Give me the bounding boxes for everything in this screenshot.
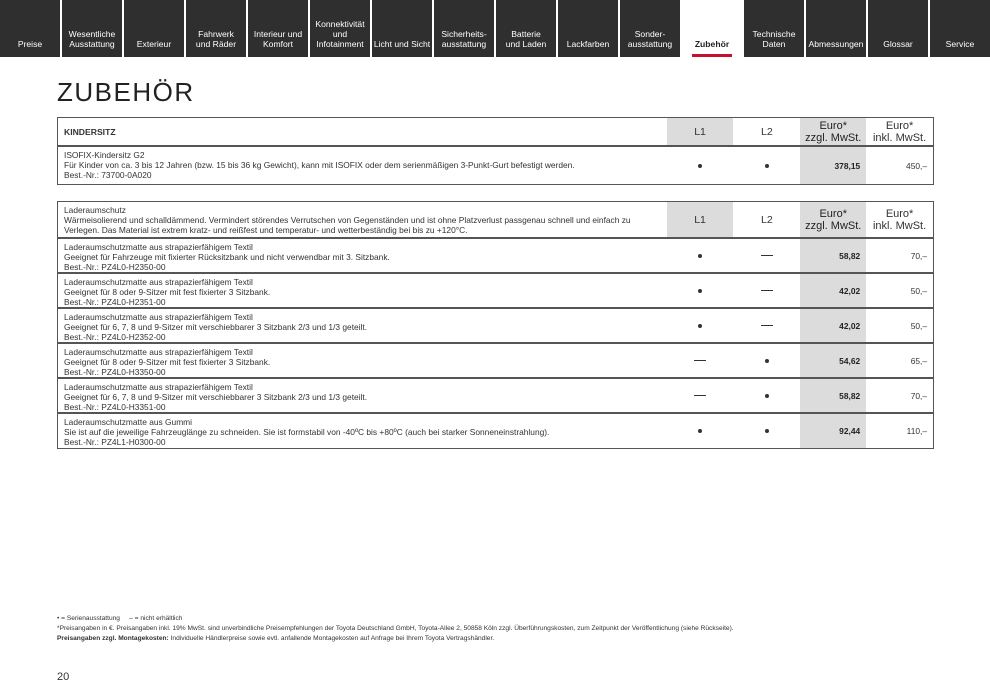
availability-l1: [667, 414, 734, 448]
availability-l2: [733, 379, 800, 412]
table-row: [58, 413, 933, 448]
assembly-note-label: Preisangaben zzgl. Montagekosten:: [57, 635, 169, 642]
column-header-l1: L1: [667, 202, 734, 237]
price-gross: 450,–: [906, 160, 927, 171]
nav-tab-label: Wesentliche Ausstattung: [68, 29, 116, 49]
item-description: [58, 344, 667, 377]
not-available-dash-icon: [761, 255, 773, 256]
table-row: [58, 273, 933, 308]
nav-tab-label: Licht und Sicht: [373, 39, 431, 49]
item-name: Laderaumschutzmatte aus strapazierfähigem Textil: [64, 242, 253, 252]
column-header-price-gross: Euro* inkl. MwSt.: [866, 118, 933, 145]
nav-tab-batterie[interactable]: [496, 0, 558, 57]
standard-dot-icon: [765, 394, 769, 398]
item-part: Best.-Nr.: PZ4L0-H2351-00: [64, 297, 166, 307]
nav-tab-label: Zubehör: [694, 39, 730, 49]
price-gross: 110,–: [906, 426, 927, 436]
column-header-price-net: Euro* zzgl. MwSt.: [800, 118, 866, 145]
not-available-dash-icon: [761, 290, 773, 291]
section-header-description: [58, 202, 667, 237]
page-title: ZUBEHÖR: [57, 77, 195, 107]
not-available-dash-icon: [694, 395, 706, 396]
item-desc: Geeignet für 8 oder 9-Sitzer mit fest fixierter 3 Sitzbank.: [64, 357, 271, 367]
price-net: 42,02: [800, 274, 866, 307]
nav-tab-sicherheit[interactable]: [434, 0, 496, 57]
nav-tab-label: Exterieur: [136, 39, 172, 49]
item-name: Laderaumschutzmatte aus strapazierfähigem Textil: [64, 277, 253, 287]
availability-l2: [733, 147, 800, 184]
availability-l2: [733, 344, 800, 377]
nav-tab-konnektivitaet[interactable]: [310, 0, 372, 57]
availability-l1: [667, 344, 734, 377]
table-row: [58, 238, 933, 273]
nav-tab-sonderausstattung[interactable]: [620, 0, 682, 57]
nav-tab-fahrwerk[interactable]: [186, 0, 248, 57]
nav-tab-licht[interactable]: [372, 0, 434, 57]
nav-tab-preise[interactable]: [0, 0, 62, 57]
item-description: [58, 274, 667, 307]
column-header-price-net: Euro* zzgl. MwSt.: [800, 202, 866, 237]
column-header-l2: L2: [733, 118, 800, 145]
top-navigation: [0, 0, 990, 57]
nav-tab-label: Lackfarben: [566, 39, 610, 49]
not-available-dash-icon: [761, 325, 773, 326]
nav-tab-abmessungen[interactable]: [806, 0, 868, 57]
kindersitz-table: [57, 117, 934, 185]
nav-tab-label: Sonder- ausstattung: [627, 29, 673, 49]
nav-tab-technische-daten[interactable]: [744, 0, 806, 57]
legend: • = Serienausstattung – = nicht erhältlich: [57, 615, 183, 622]
availability-l1: [667, 379, 734, 412]
nav-tab-label: Interieur und Komfort: [253, 29, 303, 49]
availability-l2: [733, 239, 800, 272]
item-name: Laderaumschutzmatte aus strapazierfähigem Textil: [64, 347, 253, 357]
nav-tab-zubehoer[interactable]: [682, 0, 744, 57]
nav-tab-label: Preise: [17, 39, 43, 49]
section-name: Laderaumschutz: [64, 205, 126, 215]
availability-l2: [733, 274, 800, 307]
item-desc: Für Kinder von ca. 3 bis 12 Jahren (bzw. 15 bis 36 kg Gewicht), kann mit ISOFIX oder dem serienmäßigen 3-Punkt-Gurt befestigt werden.: [64, 160, 575, 170]
nav-tab-service[interactable]: [930, 0, 990, 57]
table-header-row: [58, 202, 933, 238]
table-row: [58, 378, 933, 413]
item-desc: Geeignet für Fahrzeuge mit fixierter Rücksitzbank und nicht verwendbar mit 3. Sitzbank.: [64, 252, 390, 262]
standard-dot-icon: [698, 289, 702, 293]
item-description: [58, 147, 667, 184]
item-description: [58, 414, 667, 448]
item-desc: Geeignet für 6, 7, 8 und 9-Sitzer mit verschiebbarer 3 Sitzbank 2/3 und 1/3 geteilt.: [64, 392, 368, 402]
nav-tab-label: Sicherheits- ausstattung: [441, 29, 487, 49]
standard-dot-icon: [765, 429, 769, 433]
nav-tab-label: Abmessungen: [808, 39, 864, 49]
item-part: Best.-Nr.: PZ4L0-H2350-00: [64, 262, 166, 272]
price-net: 54,62: [800, 344, 866, 377]
column-header-l1: L1: [667, 118, 734, 145]
item-name: Laderaumschutzmatte aus Gummi: [64, 417, 193, 427]
price-gross: 50,–: [910, 320, 927, 331]
standard-dot-icon: [698, 164, 702, 168]
assembly-note: [57, 634, 937, 644]
table-row: [58, 343, 933, 378]
price-net: 92,44: [800, 414, 866, 448]
item-part: Best.-Nr.: 73700-0A020: [64, 170, 152, 180]
availability-l1: [667, 147, 734, 184]
nav-tab-interieur[interactable]: [248, 0, 310, 57]
price-net: 42,02: [800, 309, 866, 342]
item-desc: Sie ist auf die jeweilige Fahrzeuglänge zu schneiden. Sie ist formstabil von -40ºC bis +80ºC (auch bei starker Sonneneinstrahlung).: [64, 427, 550, 437]
laderaumschutz-table: [57, 201, 934, 449]
standard-dot-icon: [698, 324, 702, 328]
nav-tab-label: Glossar: [883, 39, 913, 49]
section-desc: Wärmeisolierend und schalldämmend. Vermindert störendes Verrutschen von Gegenständen und ist ohne Platzverlust passgenau schnell und einfach zu Verlegen. Das Material ist extrem kratz- und reißfest und temperatur- und wetterbeständig bei bis zu +120°C.: [64, 215, 631, 235]
item-name: Laderaumschutzmatte aus strapazierfähigem Textil: [64, 312, 253, 322]
nav-tab-label: Fahrwerk und Räder: [195, 29, 237, 49]
assembly-note-text: Individuelle Händlerpreise sowie evtl. anfallende Montagekosten auf Anfrage bei Ihrem Toyota Vertragshändler.: [168, 635, 495, 642]
item-description: [58, 239, 667, 272]
item-part: Best.-Nr.: PZ4L0-H3350-00: [64, 367, 166, 377]
item-description: [58, 309, 667, 342]
page-number: 20: [57, 671, 70, 683]
nav-tab-lackfarben[interactable]: [558, 0, 620, 57]
nav-tab-exterieur[interactable]: [124, 0, 186, 57]
item-desc: Geeignet für 6, 7, 8 und 9-Sitzer mit verschiebbarer 3 Sitzbank 2/3 und 1/3 geteilt.: [64, 322, 368, 332]
nav-tab-label: Konnektivität und Infotainment: [315, 19, 365, 49]
availability-l1: [667, 274, 734, 307]
standard-dot-icon: [698, 429, 702, 433]
table-header-row: [58, 118, 933, 146]
price-gross: 65,–: [910, 355, 927, 366]
price-gross: 50,–: [910, 285, 927, 296]
price-net: 58,82: [800, 239, 866, 272]
price-gross: 70,–: [910, 390, 927, 401]
nav-tab-label: Batterie und Laden: [505, 29, 547, 49]
item-desc: Geeignet für 8 oder 9-Sitzer mit fest fixierter 3 Sitzbank.: [64, 287, 271, 297]
item-name: Laderaumschutzmatte aus strapazierfähigem Textil: [64, 382, 253, 392]
nav-tab-label: Technische Daten: [752, 29, 796, 49]
footnotes: [57, 614, 937, 644]
price-gross: 70,–: [910, 250, 927, 261]
not-available-dash-icon: [694, 360, 706, 361]
column-header-l2: L2: [733, 202, 800, 237]
item-part: Best.-Nr.: PZ4L1-H0300-00: [64, 437, 166, 447]
availability-l2: [733, 414, 800, 448]
table-row: [58, 146, 933, 184]
column-header-price-gross: Euro* inkl. MwSt.: [866, 202, 933, 237]
item-part: Best.-Nr.: PZ4L0-H3351-00: [64, 402, 166, 412]
table-row: [58, 308, 933, 343]
price-net: 378,15: [800, 147, 866, 184]
availability-l1: [667, 309, 734, 342]
availability-l2: [733, 309, 800, 342]
nav-tab-wesentliche-ausstattung[interactable]: [62, 0, 124, 57]
item-description: [58, 379, 667, 412]
availability-l1: [667, 239, 734, 272]
price-net: 58,82: [800, 379, 866, 412]
standard-dot-icon: [765, 164, 769, 168]
item-part: Best.-Nr.: PZ4L0-H2352-00: [64, 332, 166, 342]
nav-tab-label: Service: [945, 39, 975, 49]
nav-tab-glossar[interactable]: [868, 0, 930, 57]
section-title: KINDERSITZ: [64, 126, 116, 137]
price-note: *Preisangaben in €. Preisangaben inkl. 19% MwSt. sind unverbindliche Preisempfehlungen der Toyota Deutschland GmbH, Toyota-Allee 2, 50858 Köln zzgl. Überführungskosten, zum Zeitpunkt der Veröffentlichung (siehe Rückseite).: [57, 625, 734, 632]
standard-dot-icon: [765, 359, 769, 363]
item-name: ISOFIX-Kindersitz G2: [64, 150, 145, 160]
standard-dot-icon: [698, 254, 702, 258]
